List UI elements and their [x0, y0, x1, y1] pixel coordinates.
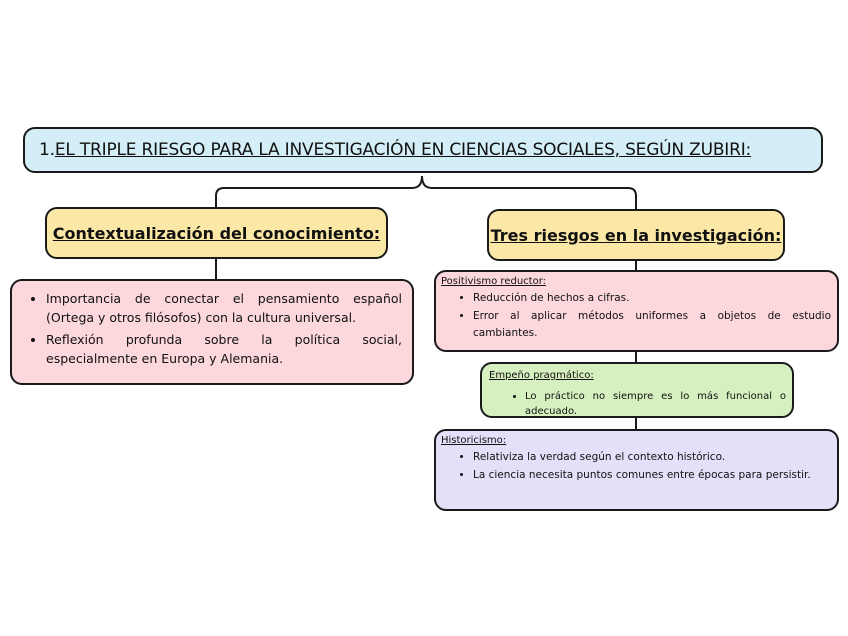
risk-positivismo-box	[434, 270, 839, 352]
main-title-box	[23, 127, 823, 173]
right-header-box	[487, 209, 785, 261]
left-bullet-list	[24, 289, 402, 368]
list-item: • La ciencia necesita puntos comunes entre épocas para persistir.	[473, 467, 831, 484]
list-item: • Reducción de hechos a cifras.	[473, 290, 831, 307]
risk-title: Positivismo reductor:	[441, 276, 546, 287]
title-number: 1.	[39, 140, 55, 160]
title-brace	[216, 176, 636, 209]
left-header-box	[45, 207, 388, 259]
list-item: • Relativiza la verdad según el contexto histórico.	[473, 449, 831, 466]
list-item: • Reflexión profunda sobre la política social, especialmente en Europa y Alemania.	[46, 330, 402, 368]
risk-title: Empeño pragmático:	[489, 370, 594, 381]
risk-pragmatico-box	[480, 362, 794, 418]
left-body-box	[10, 279, 414, 385]
risk-historicismo-box	[434, 429, 839, 511]
left-header-text: Contextualización del conocimiento:	[52, 223, 381, 243]
risk-title: Historicismo:	[441, 435, 507, 446]
risk-bullet-list	[489, 389, 786, 419]
list-item: • Importancia de conectar el pensamiento español (Ortega y otros filósofos) con la cultura universal.	[46, 289, 402, 327]
title-text: EL TRIPLE RIESGO PARA LA INVESTIGACIÓN EN CIENCIAS SOCIALES, SEGÚN ZUBIRI:	[54, 140, 752, 160]
right-header-text: Tres riesgos en la investigación:	[490, 225, 782, 245]
risk-bullet-list	[441, 290, 831, 342]
risk-bullet-list	[441, 449, 831, 484]
list-item: • Error al aplicar métodos uniformes a objetos de estudio cambiantes.	[473, 308, 831, 342]
list-item: • Lo práctico no siempre es lo más funcional o adecuado.	[525, 389, 786, 419]
